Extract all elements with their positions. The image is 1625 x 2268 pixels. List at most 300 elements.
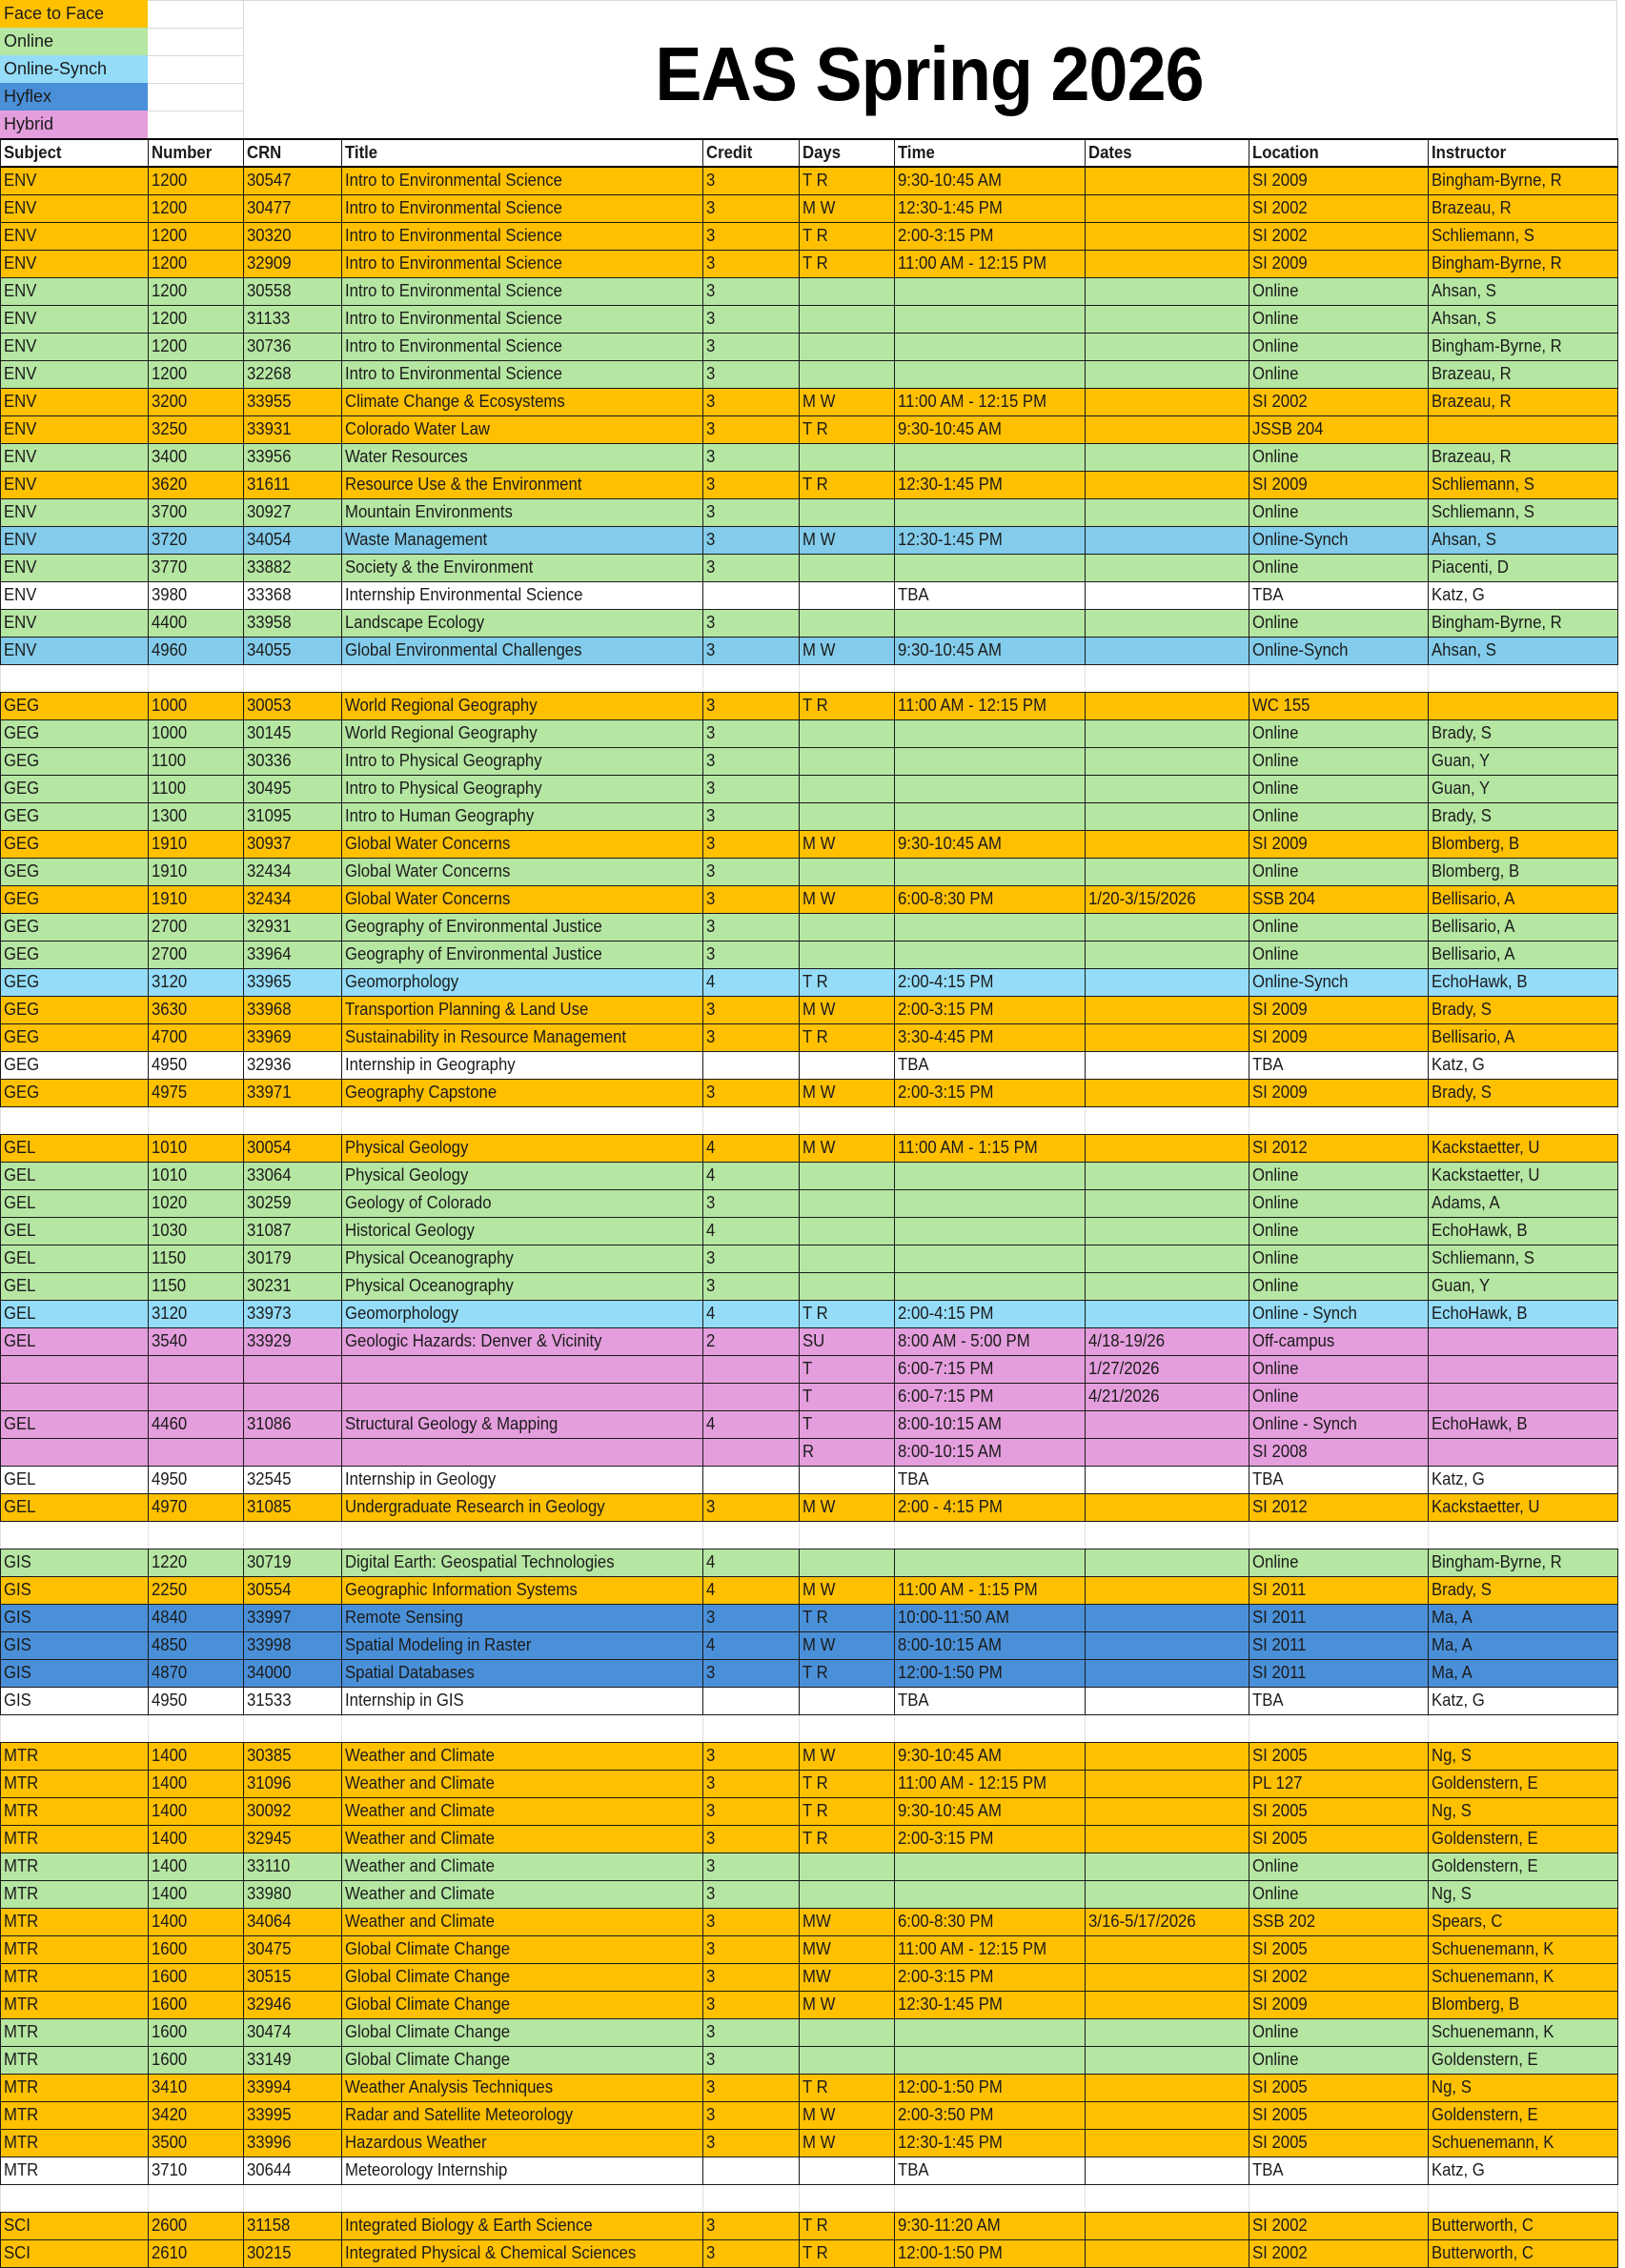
cell-title[interactable] [342, 1576, 703, 1604]
cell-dates[interactable] [1086, 1466, 1249, 1493]
cell-crn[interactable] [244, 1631, 342, 1659]
cell-subject[interactable] [1, 2157, 149, 2184]
cell-subject[interactable] [1, 1327, 149, 1355]
cell-time[interactable] [895, 664, 1086, 692]
cell-instructor[interactable] [1429, 1991, 1618, 2018]
cell-dates[interactable] [1086, 471, 1249, 498]
cell-credit[interactable] [703, 941, 800, 968]
cell-number[interactable] [149, 2074, 244, 2101]
cell-crn[interactable] [244, 941, 342, 968]
cell-title[interactable] [342, 250, 703, 277]
cell-number[interactable] [149, 1300, 244, 1327]
cell-time[interactable] [895, 2184, 1086, 2212]
cell-subject[interactable] [1, 277, 149, 305]
cell-days[interactable] [800, 664, 895, 692]
cell-time[interactable] [895, 637, 1086, 664]
cell-dates[interactable] [1086, 554, 1249, 581]
cell-number[interactable] [149, 996, 244, 1023]
cell-location[interactable] [1249, 747, 1429, 775]
cell-time[interactable] [895, 1770, 1086, 1797]
cell-subject[interactable] [1, 1245, 149, 1272]
cell-dates[interactable] [1086, 1797, 1249, 1825]
cell-time[interactable] [895, 388, 1086, 415]
cell-dates[interactable] [1086, 2239, 1249, 2267]
cell-location[interactable] [1249, 2074, 1429, 2101]
cell-time[interactable] [895, 885, 1086, 913]
cell-time[interactable] [895, 2074, 1086, 2101]
cell-time[interactable] [895, 1659, 1086, 1687]
cell-days[interactable] [800, 498, 895, 526]
cell-dates[interactable] [1086, 858, 1249, 885]
cell-subject[interactable] [1, 913, 149, 941]
cell-title[interactable] [342, 1189, 703, 1217]
cell-number[interactable] [149, 250, 244, 277]
cell-crn[interactable] [244, 1880, 342, 1908]
cell-title[interactable] [342, 1023, 703, 1051]
cell-days[interactable] [800, 581, 895, 609]
cell-subject[interactable] [1, 305, 149, 333]
cell-time[interactable] [895, 2018, 1086, 2046]
cell-title[interactable] [342, 1383, 703, 1410]
cell-number[interactable] [149, 2157, 244, 2184]
cell-dates[interactable] [1086, 1521, 1249, 1549]
cell-days[interactable] [800, 1549, 895, 1576]
cell-crn[interactable] [244, 2046, 342, 2074]
cell-days[interactable] [800, 747, 895, 775]
cell-days[interactable] [800, 1023, 895, 1051]
cell-days[interactable] [800, 802, 895, 830]
cell-title[interactable] [342, 2046, 703, 2074]
cell-credit[interactable] [703, 1106, 800, 1134]
cell-location[interactable] [1249, 1991, 1429, 2018]
cell-instructor[interactable] [1429, 1383, 1618, 1410]
cell-title[interactable] [342, 1466, 703, 1493]
cell-instructor[interactable] [1429, 1410, 1618, 1438]
cell-days[interactable] [800, 1300, 895, 1327]
cell-instructor[interactable] [1429, 1023, 1618, 1051]
cell-credit[interactable] [703, 913, 800, 941]
cell-instructor[interactable] [1429, 1466, 1618, 1493]
cell-credit[interactable] [703, 1217, 800, 1245]
cell-crn[interactable] [244, 2018, 342, 2046]
cell-dates[interactable] [1086, 1162, 1249, 1189]
cell-days[interactable] [800, 1963, 895, 1991]
cell-subject[interactable] [1, 858, 149, 885]
cell-title[interactable] [342, 719, 703, 747]
cell-subject[interactable] [1, 1742, 149, 1770]
cell-days[interactable] [800, 554, 895, 581]
cell-days[interactable] [800, 1576, 895, 1604]
cell-location[interactable] [1249, 1797, 1429, 1825]
cell-credit[interactable] [703, 1797, 800, 1825]
cell-location[interactable] [1249, 277, 1429, 305]
cell-location[interactable] [1249, 250, 1429, 277]
cell-instructor[interactable] [1429, 167, 1618, 194]
cell-title[interactable] [342, 1493, 703, 1521]
cell-instructor[interactable] [1429, 1245, 1618, 1272]
cell-days[interactable] [800, 609, 895, 637]
cell-crn[interactable] [244, 1770, 342, 1797]
cell-subject[interactable] [1, 747, 149, 775]
cell-crn[interactable] [244, 333, 342, 360]
cell-time[interactable] [895, 581, 1086, 609]
cell-days[interactable] [800, 1162, 895, 1189]
cell-crn[interactable] [244, 1245, 342, 1272]
cell-time[interactable] [895, 1217, 1086, 1245]
cell-number[interactable] [149, 388, 244, 415]
cell-title[interactable] [342, 1410, 703, 1438]
cell-title[interactable] [342, 2129, 703, 2157]
cell-location[interactable] [1249, 858, 1429, 885]
cell-location[interactable] [1249, 222, 1429, 250]
cell-credit[interactable] [703, 1825, 800, 1853]
cell-location[interactable] [1249, 941, 1429, 968]
cell-credit[interactable] [703, 360, 800, 388]
cell-dates[interactable] [1086, 968, 1249, 996]
cell-credit[interactable] [703, 277, 800, 305]
cell-subject[interactable] [1, 2018, 149, 2046]
cell-dates[interactable] [1086, 1963, 1249, 1991]
cell-instructor[interactable] [1429, 1549, 1618, 1576]
cell-subject[interactable] [1, 554, 149, 581]
cell-number[interactable] [149, 222, 244, 250]
cell-crn[interactable] [244, 1466, 342, 1493]
cell-subject[interactable] [1, 968, 149, 996]
cell-subject[interactable] [1, 2239, 149, 2267]
cell-number[interactable] [149, 554, 244, 581]
cell-crn[interactable] [244, 747, 342, 775]
cell-title[interactable] [342, 1714, 703, 1742]
cell-subject[interactable] [1, 1549, 149, 1576]
cell-instructor[interactable] [1429, 443, 1618, 471]
cell-days[interactable] [800, 1825, 895, 1853]
cell-instructor[interactable] [1429, 2074, 1618, 2101]
cell-subject[interactable] [1, 222, 149, 250]
cell-dates[interactable] [1086, 1631, 1249, 1659]
cell-subject[interactable] [1, 1466, 149, 1493]
cell-location[interactable] [1249, 1300, 1429, 1327]
cell-title[interactable] [342, 498, 703, 526]
cell-dates[interactable] [1086, 498, 1249, 526]
cell-subject[interactable] [1, 1023, 149, 1051]
cell-days[interactable] [800, 333, 895, 360]
cell-days[interactable] [800, 2018, 895, 2046]
cell-subject[interactable] [1, 1991, 149, 2018]
cell-days[interactable] [800, 2184, 895, 2212]
cell-dates[interactable] [1086, 2184, 1249, 2212]
cell-instructor[interactable] [1429, 913, 1618, 941]
cell-crn[interactable] [244, 609, 342, 637]
cell-title[interactable] [342, 1217, 703, 1245]
cell-title[interactable] [342, 2157, 703, 2184]
cell-title[interactable] [342, 1908, 703, 1935]
cell-location[interactable] [1249, 2239, 1429, 2267]
cell-credit[interactable] [703, 1383, 800, 1410]
cell-dates[interactable] [1086, 250, 1249, 277]
cell-crn[interactable] [244, 637, 342, 664]
cell-dates[interactable] [1086, 1327, 1249, 1355]
cell-days[interactable] [800, 2074, 895, 2101]
cell-credit[interactable] [703, 1576, 800, 1604]
cell-title[interactable] [342, 1770, 703, 1797]
cell-dates[interactable] [1086, 2074, 1249, 2101]
cell-days[interactable] [800, 1051, 895, 1079]
cell-dates[interactable] [1086, 1410, 1249, 1438]
cell-time[interactable] [895, 526, 1086, 554]
cell-instructor[interactable] [1429, 885, 1618, 913]
cell-subject[interactable] [1, 719, 149, 747]
cell-title[interactable] [342, 1742, 703, 1770]
cell-days[interactable] [800, 415, 895, 443]
cell-dates[interactable] [1086, 1659, 1249, 1687]
cell-instructor[interactable] [1429, 968, 1618, 996]
cell-time[interactable] [895, 1134, 1086, 1162]
cell-instructor[interactable] [1429, 1659, 1618, 1687]
cell-title[interactable] [342, 443, 703, 471]
cell-credit[interactable] [703, 2101, 800, 2129]
cell-title[interactable] [342, 1134, 703, 1162]
cell-subject[interactable] [1, 1714, 149, 1742]
cell-credit[interactable] [703, 996, 800, 1023]
cell-crn[interactable] [244, 1991, 342, 2018]
cell-time[interactable] [895, 1383, 1086, 1410]
cell-title[interactable] [342, 1106, 703, 1134]
cell-number[interactable] [149, 1189, 244, 1217]
cell-instructor[interactable] [1429, 802, 1618, 830]
cell-location[interactable] [1249, 1825, 1429, 1853]
cell-days[interactable] [800, 968, 895, 996]
cell-crn[interactable] [244, 471, 342, 498]
cell-dates[interactable] [1086, 913, 1249, 941]
cell-time[interactable] [895, 1935, 1086, 1963]
cell-subject[interactable] [1, 1963, 149, 1991]
cell-location[interactable] [1249, 1466, 1429, 1493]
cell-number[interactable] [149, 1549, 244, 1576]
cell-title[interactable] [342, 305, 703, 333]
cell-dates[interactable] [1086, 1079, 1249, 1106]
cell-instructor[interactable] [1429, 1963, 1618, 1991]
cell-credit[interactable] [703, 609, 800, 637]
cell-number[interactable] [149, 1659, 244, 1687]
cell-days[interactable] [800, 692, 895, 719]
cell-number[interactable] [149, 968, 244, 996]
cell-location[interactable] [1249, 1742, 1429, 1770]
cell-days[interactable] [800, 1383, 895, 1410]
cell-credit[interactable] [703, 1908, 800, 1935]
cell-dates[interactable] [1086, 1549, 1249, 1576]
cell-title[interactable] [342, 1272, 703, 1300]
cell-credit[interactable] [703, 1963, 800, 1991]
cell-title[interactable] [342, 968, 703, 996]
cell-time[interactable] [895, 222, 1086, 250]
cell-number[interactable] [149, 1880, 244, 1908]
cell-subject[interactable] [1, 664, 149, 692]
cell-days[interactable] [800, 1853, 895, 1880]
cell-time[interactable] [895, 775, 1086, 802]
cell-crn[interactable] [244, 415, 342, 443]
cell-number[interactable] [149, 830, 244, 858]
cell-dates[interactable] [1086, 1383, 1249, 1410]
cell-number[interactable] [149, 1742, 244, 1770]
cell-credit[interactable] [703, 333, 800, 360]
cell-dates[interactable] [1086, 692, 1249, 719]
cell-location[interactable] [1249, 2184, 1429, 2212]
cell-credit[interactable] [703, 554, 800, 581]
cell-time[interactable] [895, 1493, 1086, 1521]
cell-instructor[interactable] [1429, 1355, 1618, 1383]
cell-dates[interactable] [1086, 2046, 1249, 2074]
cell-instructor[interactable] [1429, 1631, 1618, 1659]
cell-number[interactable] [149, 1604, 244, 1631]
cell-subject[interactable] [1, 415, 149, 443]
cell-location[interactable] [1249, 1383, 1429, 1410]
cell-dates[interactable] [1086, 526, 1249, 554]
cell-crn[interactable] [244, 1963, 342, 1991]
cell-subject[interactable] [1, 1410, 149, 1438]
cell-location[interactable] [1249, 1880, 1429, 1908]
cell-days[interactable] [800, 360, 895, 388]
cell-instructor[interactable] [1429, 388, 1618, 415]
cell-instructor[interactable] [1429, 1189, 1618, 1217]
cell-number[interactable] [149, 2018, 244, 2046]
cell-dates[interactable] [1086, 885, 1249, 913]
cell-days[interactable] [800, 222, 895, 250]
cell-days[interactable] [800, 913, 895, 941]
cell-number[interactable] [149, 1825, 244, 1853]
cell-credit[interactable] [703, 1051, 800, 1079]
cell-instructor[interactable] [1429, 305, 1618, 333]
cell-number[interactable] [149, 1631, 244, 1659]
cell-instructor[interactable] [1429, 471, 1618, 498]
cell-crn[interactable] [244, 1687, 342, 1714]
cell-time[interactable] [895, 1714, 1086, 1742]
cell-days[interactable] [800, 996, 895, 1023]
cell-credit[interactable] [703, 830, 800, 858]
cell-title[interactable] [342, 1935, 703, 1963]
cell-days[interactable] [800, 526, 895, 554]
cell-time[interactable] [895, 1272, 1086, 1300]
cell-days[interactable] [800, 1327, 895, 1355]
cell-instructor[interactable] [1429, 415, 1618, 443]
cell-crn[interactable] [244, 1797, 342, 1825]
cell-dates[interactable] [1086, 1438, 1249, 1466]
cell-dates[interactable] [1086, 1825, 1249, 1853]
cell-dates[interactable] [1086, 2212, 1249, 2239]
cell-number[interactable] [149, 1438, 244, 1466]
cell-time[interactable] [895, 1797, 1086, 1825]
cell-crn[interactable] [244, 222, 342, 250]
cell-number[interactable] [149, 858, 244, 885]
cell-title[interactable] [342, 1880, 703, 1908]
cell-title[interactable] [342, 692, 703, 719]
cell-location[interactable] [1249, 167, 1429, 194]
cell-time[interactable] [895, 167, 1086, 194]
cell-time[interactable] [895, 1245, 1086, 1272]
cell-instructor[interactable] [1429, 2046, 1618, 2074]
cell-subject[interactable] [1, 1051, 149, 1079]
cell-title[interactable] [342, 2212, 703, 2239]
cell-days[interactable] [800, 388, 895, 415]
cell-crn[interactable] [244, 581, 342, 609]
cell-subject[interactable] [1, 1355, 149, 1383]
cell-time[interactable] [895, 913, 1086, 941]
cell-credit[interactable] [703, 1493, 800, 1521]
cell-time[interactable] [895, 1466, 1086, 1493]
cell-credit[interactable] [703, 1300, 800, 1327]
cell-dates[interactable] [1086, 664, 1249, 692]
cell-time[interactable] [895, 1162, 1086, 1189]
cell-crn[interactable] [244, 1162, 342, 1189]
cell-number[interactable] [149, 802, 244, 830]
cell-dates[interactable] [1086, 167, 1249, 194]
cell-days[interactable] [800, 858, 895, 885]
cell-time[interactable] [895, 1300, 1086, 1327]
cell-location[interactable] [1249, 1079, 1429, 1106]
cell-dates[interactable] [1086, 1908, 1249, 1935]
cell-dates[interactable] [1086, 1991, 1249, 2018]
cell-credit[interactable] [703, 1410, 800, 1438]
cell-dates[interactable] [1086, 1355, 1249, 1383]
cell-dates[interactable] [1086, 1770, 1249, 1797]
cell-credit[interactable] [703, 194, 800, 222]
cell-subject[interactable] [1, 2212, 149, 2239]
cell-number[interactable] [149, 498, 244, 526]
cell-crn[interactable] [244, 1189, 342, 1217]
cell-instructor[interactable] [1429, 1521, 1618, 1549]
cell-location[interactable] [1249, 581, 1429, 609]
cell-subject[interactable] [1, 885, 149, 913]
cell-subject[interactable] [1, 1493, 149, 1521]
cell-time[interactable] [895, 1549, 1086, 1576]
cell-location[interactable] [1249, 1604, 1429, 1631]
cell-instructor[interactable] [1429, 1300, 1618, 1327]
cell-instructor[interactable] [1429, 554, 1618, 581]
cell-instructor[interactable] [1429, 2018, 1618, 2046]
cell-subject[interactable] [1, 194, 149, 222]
cell-credit[interactable] [703, 2046, 800, 2074]
cell-location[interactable] [1249, 2212, 1429, 2239]
cell-subject[interactable] [1, 388, 149, 415]
cell-location[interactable] [1249, 1438, 1429, 1466]
cell-crn[interactable] [244, 1300, 342, 1327]
cell-instructor[interactable] [1429, 194, 1618, 222]
cell-days[interactable] [800, 443, 895, 471]
cell-days[interactable] [800, 2129, 895, 2157]
cell-subject[interactable] [1, 2129, 149, 2157]
cell-instructor[interactable] [1429, 941, 1618, 968]
cell-days[interactable] [800, 1631, 895, 1659]
cell-days[interactable] [800, 719, 895, 747]
cell-location[interactable] [1249, 1631, 1429, 1659]
cell-time[interactable] [895, 1576, 1086, 1604]
cell-time[interactable] [895, 1991, 1086, 2018]
cell-number[interactable] [149, 637, 244, 664]
cell-instructor[interactable] [1429, 1742, 1618, 1770]
cell-instructor[interactable] [1429, 2157, 1618, 2184]
cell-time[interactable] [895, 250, 1086, 277]
cell-crn[interactable] [244, 443, 342, 471]
cell-crn[interactable] [244, 2101, 342, 2129]
cell-credit[interactable] [703, 1742, 800, 1770]
cell-crn[interactable] [244, 1908, 342, 1935]
cell-dates[interactable] [1086, 305, 1249, 333]
cell-title[interactable] [342, 1797, 703, 1825]
cell-crn[interactable] [244, 1935, 342, 1963]
cell-number[interactable] [149, 1466, 244, 1493]
cell-instructor[interactable] [1429, 2212, 1618, 2239]
cell-days[interactable] [800, 1742, 895, 1770]
cell-subject[interactable] [1, 802, 149, 830]
